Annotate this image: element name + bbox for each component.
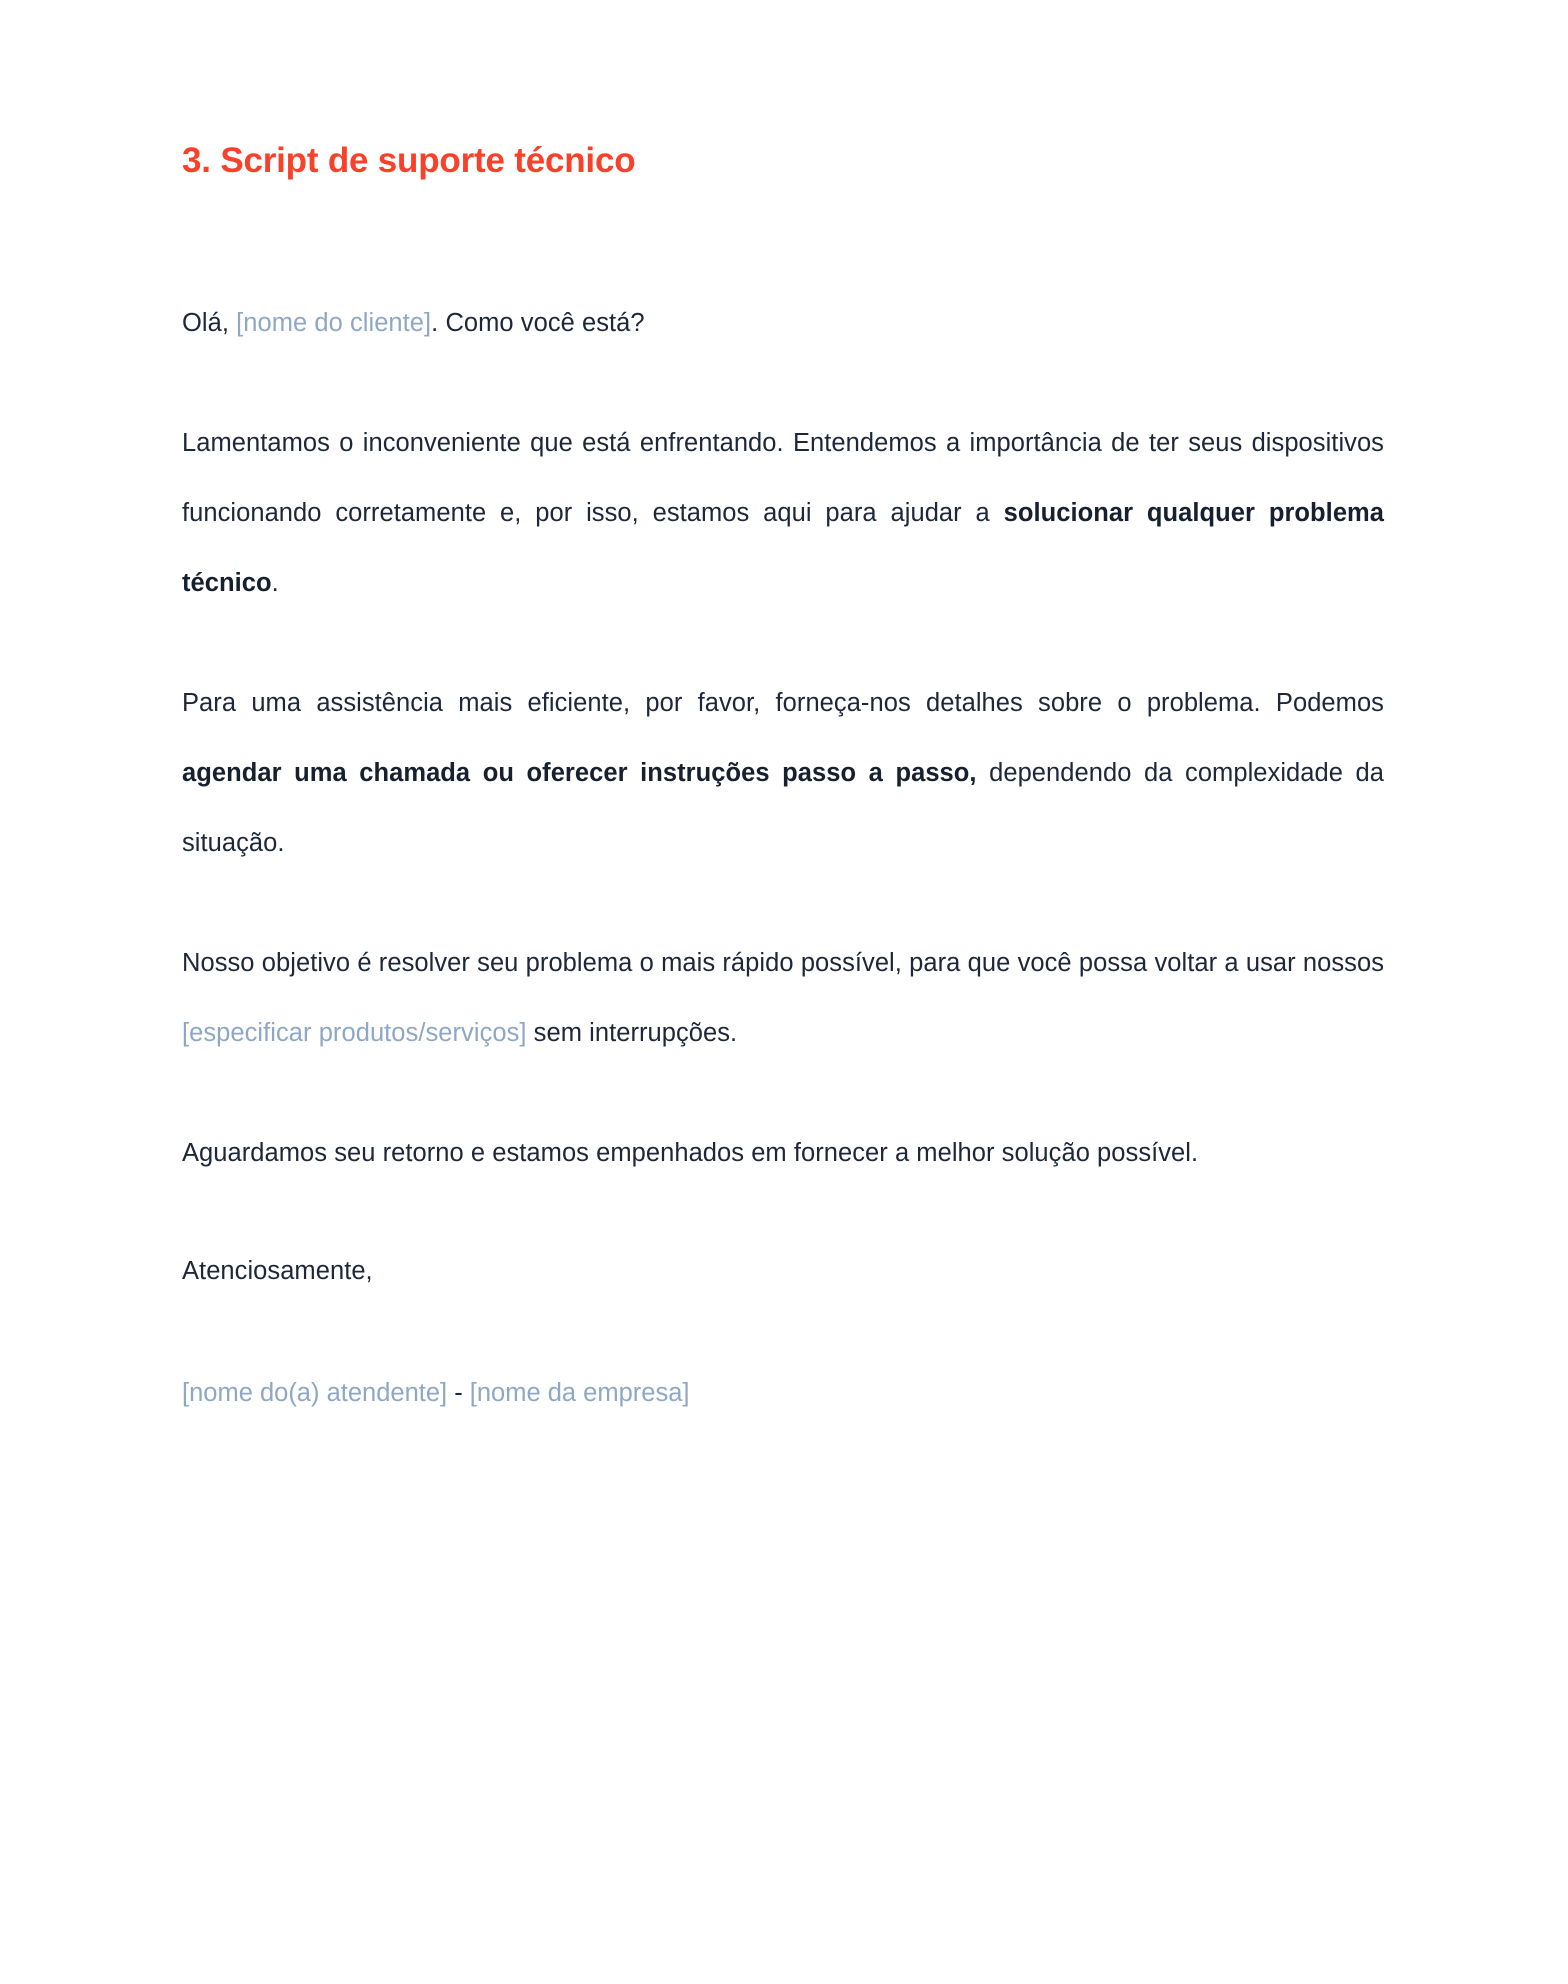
paragraph-apology: [182, 408, 1384, 618]
signature-line: [182, 1358, 1384, 1428]
apology-text-part2: .: [271, 569, 279, 597]
assistance-text-part1: Para uma assistência mais eficiente, por favor, forneça-nos detalhes sobre o problema. Podemos: [182, 689, 1384, 717]
apology-bold-phrase: solucionar qualquer problema técnico: [182, 499, 1385, 597]
assistance-bold-phrase: agendar uma chamada ou oferecer instruções passo a passo,: [182, 759, 977, 787]
spacer: [182, 1188, 1384, 1236]
signature-separator: -: [447, 1379, 470, 1407]
paragraph-closing: Aguardamos seu retorno e estamos empenhados em fornecer a melhor solução possível.: [182, 1139, 1199, 1167]
paragraph-assistance: [182, 668, 1384, 878]
paragraph-objective: [182, 928, 1384, 1068]
greeting-text-before: Olá,: [182, 309, 237, 337]
objective-text-part1: Nosso objetivo é resolver seu problema o mais rápido possível, para que você possa voltar a usar nossos: [182, 949, 1384, 977]
spacer: [182, 1068, 1384, 1118]
objective-text-part2: sem interrupções.: [526, 1019, 738, 1047]
spacer: [182, 1306, 1384, 1358]
spacer: [182, 358, 1384, 408]
placeholder-products-services: [especificar produtos/serviços]: [182, 1019, 527, 1047]
paragraph-greeting: [182, 288, 1384, 358]
spacer: [182, 878, 1384, 928]
placeholder-company-name: [nome da empresa]: [469, 1379, 690, 1407]
page-title: 3. Script de suporte técnico: [182, 141, 636, 180]
apology-text-part1: Lamentamos o inconveniente que está enfrentando. Entendemos a importância de ter seus dispositivos funcionando corretamente e, por isso, estamos aqui para ajudar a: [182, 429, 1384, 527]
placeholder-agent-name: [nome do(a) atendente]: [182, 1379, 448, 1407]
placeholder-customer-name: [nome do cliente]: [236, 309, 432, 337]
assistance-text-part2: dependendo da complexidade da situação.: [182, 759, 1384, 857]
greeting-text-after: . Como você está?: [431, 309, 645, 337]
spacer: [182, 182, 1384, 288]
document-content: [182, 0, 1384, 1428]
spacer: [182, 618, 1384, 668]
paragraph-salutation: Atenciosamente,: [182, 1257, 373, 1285]
